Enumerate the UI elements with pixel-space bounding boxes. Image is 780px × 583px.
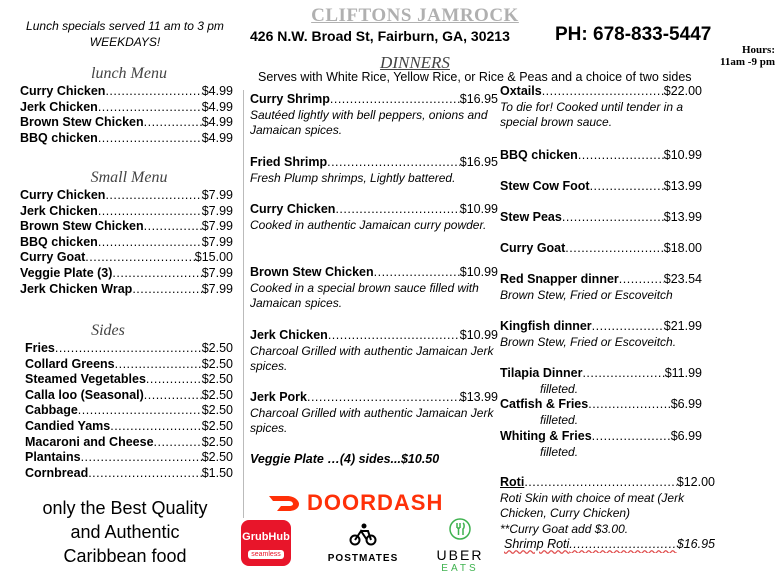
dinner-item-row: [500, 148, 702, 164]
uber-text: UBER: [436, 547, 484, 563]
postmates-logo: [323, 522, 403, 564]
quality-line1: only the Best Quality: [42, 498, 208, 518]
dinner-item-row-price: $6.99: [670, 429, 702, 443]
dinner-item-desc: Sautéed lightly with bell peppers, onions and Jamaican spices.: [250, 107, 488, 138]
dinner-item-row-price: $22.00: [663, 84, 702, 98]
lunch-item: [20, 115, 233, 131]
dinner-item-row-price: $10.99: [459, 202, 498, 216]
dinner-item-row: [500, 210, 702, 226]
dinner-item: [250, 265, 498, 312]
side-item-name: Macaroni and Cheese: [25, 434, 154, 449]
dinner-item-desc: Brown Stew, Fried or Escoveitch: [500, 287, 673, 302]
dinner-item-desc: Brown Stew, Fried or Escoveitch.: [500, 334, 677, 349]
dinner-item-row: [250, 265, 498, 281]
side-item-price: $2.50: [201, 341, 233, 355]
dinner-item: [250, 92, 498, 139]
small-menu-item: [20, 266, 233, 282]
lunch-item-price: $4.99: [201, 130, 233, 145]
dinner-item-row-name: Red Snapper dinner: [500, 272, 619, 286]
dinner-item: [250, 328, 498, 375]
small-menu-item-name: BBQ chicken: [20, 234, 98, 249]
lunch-item-price: $4.99: [201, 115, 233, 130]
dinner-item-desc: Fresh Plump shrimps, Lightly battered.: [250, 170, 456, 185]
dinner-item-row-price: $13.99: [663, 210, 702, 224]
dinner-item-row-name: Stew Cow Foot: [500, 179, 590, 193]
side-item-price: $2.50: [201, 450, 233, 465]
phone-number: PH: 678-833-5447: [555, 24, 712, 45]
dinner-item: [500, 366, 702, 397]
side-item: [25, 450, 233, 466]
small-menu-item-name: Veggie Plate (3): [20, 265, 113, 280]
doordash-icon: [267, 493, 301, 513]
side-item-name: Cabbage: [25, 403, 78, 418]
dinner-item-row-price: $23.54: [663, 272, 702, 286]
grubhub-text: GrubHub: [242, 531, 290, 543]
serves-note: Serves with White Rice, Yellow Rice, or Rice & Peas and a choice of two sides: [258, 70, 692, 84]
side-item: [25, 403, 233, 419]
hours-value: 11am -9 pm: [720, 56, 775, 68]
address: 426 N.W. Broad St, Fairburn, GA, 30213: [250, 28, 510, 44]
dinner-item: [500, 272, 702, 303]
side-item: [25, 388, 233, 404]
dinner-item-row-price: $6.99: [670, 397, 702, 411]
small-menu-item-name: Curry Goat: [20, 250, 86, 265]
eats-text: EATS: [441, 563, 479, 574]
seamless-text: seamless: [248, 550, 284, 559]
lunch-item-name: BBQ chicken: [20, 130, 98, 145]
small-menu-item-price: $7.99: [201, 188, 233, 202]
dinner-item-row-price: $11.99: [664, 366, 702, 380]
small-menu-item-price: $7.99: [201, 265, 233, 280]
dinner-item-row: [500, 241, 702, 257]
dinner-item-desc: filleted.: [540, 412, 579, 427]
column-divider: [243, 90, 244, 518]
dinner-item-row: [500, 272, 702, 288]
dinner-item-row-name: BBQ chicken: [500, 148, 578, 162]
grubhub-logo: [241, 520, 291, 566]
dinner-item-row-price: $21.99: [663, 319, 702, 333]
dinner-item-row: [250, 92, 498, 108]
lunch-item: [20, 84, 233, 100]
side-item-name: Plantains: [25, 450, 81, 465]
sides-title: Sides: [91, 322, 125, 339]
dinner-item: [250, 155, 498, 186]
dinner-item-row-name: Curry Goat: [500, 241, 566, 255]
side-item: [25, 419, 233, 435]
dinner-item: [500, 179, 702, 195]
small-menu-item-price: $7.99: [201, 281, 233, 296]
roti-item: [500, 475, 715, 553]
lunch-item-price: $4.99: [201, 99, 233, 114]
lunch-item-name: Brown Stew Chicken: [20, 115, 144, 130]
side-item-name: Collard Greens: [25, 356, 115, 371]
dinner-item-row-price: $16.95: [459, 155, 498, 169]
dinner-item-row-name: Fried Shrimp: [250, 155, 328, 169]
dinner-item-row-name: Oxtails: [500, 84, 542, 98]
side-item: [25, 341, 233, 357]
side-item-name: Candied Yams: [25, 418, 111, 433]
quality-slogan: [5, 496, 245, 568]
veggie-plate-dinner: Veggie Plate …(4) sides...$10.50: [250, 452, 440, 466]
dinner-item-row-name: Kingfish dinner: [500, 319, 592, 333]
dinner-item-row: [500, 319, 702, 335]
dinner-item-row: [500, 397, 702, 413]
lunch-item-name: Jerk Chicken: [20, 99, 98, 114]
small-menu-item: [20, 282, 233, 298]
dinner-item-desc: Cooked in authentic Jamaican curry powder.: [250, 217, 487, 232]
dinner-item-row: [250, 155, 498, 171]
doordash-text: DOORDASH: [307, 490, 444, 515]
side-item-price: $2.50: [201, 403, 233, 418]
dinner-item-row-price: $13.99: [459, 390, 498, 404]
lunch-item-name: Curry Chicken: [20, 84, 106, 98]
roti-row: [500, 475, 715, 491]
hours-label: Hours:: [742, 44, 775, 56]
dinner-item-desc: To die for! Cooked until tender in a special brown sauce.: [500, 99, 684, 130]
dinner-item-row-name: Stew Peas: [500, 210, 562, 224]
side-item-price: $2.50: [201, 372, 233, 387]
lunch-item: [20, 131, 233, 147]
restaurant-title: CLIFTONS JAMROCK: [311, 5, 519, 26]
dinner-item-row-name: Jerk Pork: [250, 390, 307, 404]
small-menu-item: [20, 204, 233, 220]
dinner-item-row-name: Whiting & Fries: [500, 429, 592, 443]
shrimp-roti-row: [500, 537, 715, 553]
side-item-price: $2.50: [201, 418, 233, 433]
side-item: [25, 357, 233, 373]
small-menu-item-price: $15.00: [194, 250, 233, 265]
small-menu-item: [20, 235, 233, 251]
dinner-item-row-price: $10.99: [459, 328, 498, 342]
dinner-item-desc: Charcoal Grilled with authentic Jamaican Jerk spices.: [250, 405, 494, 436]
lunch-menu-title: lunch Menu: [91, 65, 167, 82]
small-menu-title: Small Menu: [90, 169, 168, 186]
side-item-name: Cornbread: [25, 465, 89, 480]
side-item-price: $1.50: [201, 465, 233, 480]
lunch-specials-note: [0, 18, 250, 50]
lunch-item: [20, 100, 233, 116]
small-menu-list: [20, 188, 233, 297]
dinner-item: [500, 210, 702, 226]
small-menu-item-name: Curry Chicken: [20, 188, 106, 202]
small-menu-item-price: $7.99: [201, 234, 233, 249]
small-menu-item-name: Jerk Chicken Wrap: [20, 281, 133, 296]
dinner-item-row-name: Jerk Chicken: [250, 328, 328, 342]
dinner-item-row-price: $10.99: [459, 265, 498, 279]
doordash-logo: [267, 490, 443, 516]
quality-line3: Caribbean food: [63, 546, 187, 566]
dinner-item: [250, 390, 498, 437]
small-menu-item-price: $7.99: [201, 203, 233, 218]
dinner-item: [500, 429, 702, 460]
dinner-item: [250, 202, 498, 233]
dinner-item-row: [500, 429, 702, 445]
dinner-item: [500, 397, 702, 428]
postmates-text: POSTMATES: [327, 553, 399, 564]
side-item-name: Steamed Vegetables: [25, 372, 146, 387]
sides-list: [25, 341, 233, 481]
postmates-icon: [348, 522, 378, 546]
dinner-item-row-price: $10.99: [663, 148, 702, 162]
dinner-item-row-name: Curry Shrimp: [250, 92, 330, 106]
dinner-item: [500, 319, 702, 350]
side-item: [25, 435, 233, 451]
side-item-price: $2.50: [201, 434, 233, 449]
side-item-price: $2.50: [201, 356, 233, 371]
roti-note: **Curry Goat add $3.00.: [500, 521, 629, 536]
dinner-item-row-price: $16.95: [459, 92, 498, 106]
roti-name: Roti: [500, 475, 525, 489]
side-item-name: Fries: [25, 341, 55, 355]
dinner-item: [500, 84, 702, 131]
ubereats-icon: [449, 518, 471, 540]
dinner-item-row: [500, 84, 702, 100]
dinner-item-row: [250, 202, 498, 218]
dinner-item-row-name: Tilapia Dinner: [500, 366, 583, 380]
side-item: [25, 372, 233, 388]
side-item: [25, 466, 233, 482]
dinner-item-row-price: $18.00: [663, 241, 702, 255]
dinner-item-row-price: $13.99: [663, 179, 702, 193]
shrimp-roti-label: Shrimp Roti: [504, 537, 570, 552]
dinner-item-row-name: Brown Stew Chicken: [250, 265, 374, 279]
lunch-menu-list: [20, 84, 233, 146]
dinner-item-desc: filleted.: [540, 381, 579, 396]
side-item-price: $2.50: [201, 387, 233, 402]
dinner-item-row: [250, 390, 498, 406]
dinner-item-row: [500, 179, 702, 195]
dinner-item-row-name: Curry Chicken: [250, 202, 336, 216]
side-item-name: Calla loo (Seasonal): [25, 387, 144, 402]
small-menu-item-name: Brown Stew Chicken: [20, 219, 144, 234]
small-menu-item: [20, 250, 233, 266]
dinner-item: [500, 148, 702, 164]
lunch-item-price: $4.99: [201, 84, 233, 98]
roti-price: $12.00: [676, 475, 715, 489]
small-menu-item: [20, 188, 233, 204]
ubereats-logo: [430, 518, 490, 574]
small-menu-item: [20, 219, 233, 235]
quality-line2: and Authentic: [70, 522, 180, 542]
dinner-item-desc: Charcoal Grilled with authentic Jamaican Jerk spices.: [250, 343, 494, 374]
dinner-item: [500, 241, 702, 257]
shrimp-roti-price: $16.95: [676, 537, 715, 552]
hours: [680, 44, 775, 68]
dinner-item-row: [500, 366, 702, 382]
small-menu-item-price: $7.99: [201, 219, 233, 234]
dinner-item-row-name: Catfish & Fries: [500, 397, 589, 411]
dinner-item-desc: filleted.: [540, 444, 579, 459]
roti-desc: Roti Skin with choice of meat (Jerk Chicken, Curry Chicken): [500, 490, 685, 521]
dinner-item-row: [250, 328, 498, 344]
dinner-item-desc: Cooked in a special brown sauce filled with Jamaican spices.: [250, 280, 479, 311]
lunch-note-line2: WEEKDAYS!: [89, 35, 161, 49]
small-menu-item-name: Jerk Chicken: [20, 203, 98, 218]
dinners-title: DINNERS: [380, 53, 450, 72]
lunch-note-line1: Lunch specials served 11 am to 3 pm: [26, 19, 224, 33]
